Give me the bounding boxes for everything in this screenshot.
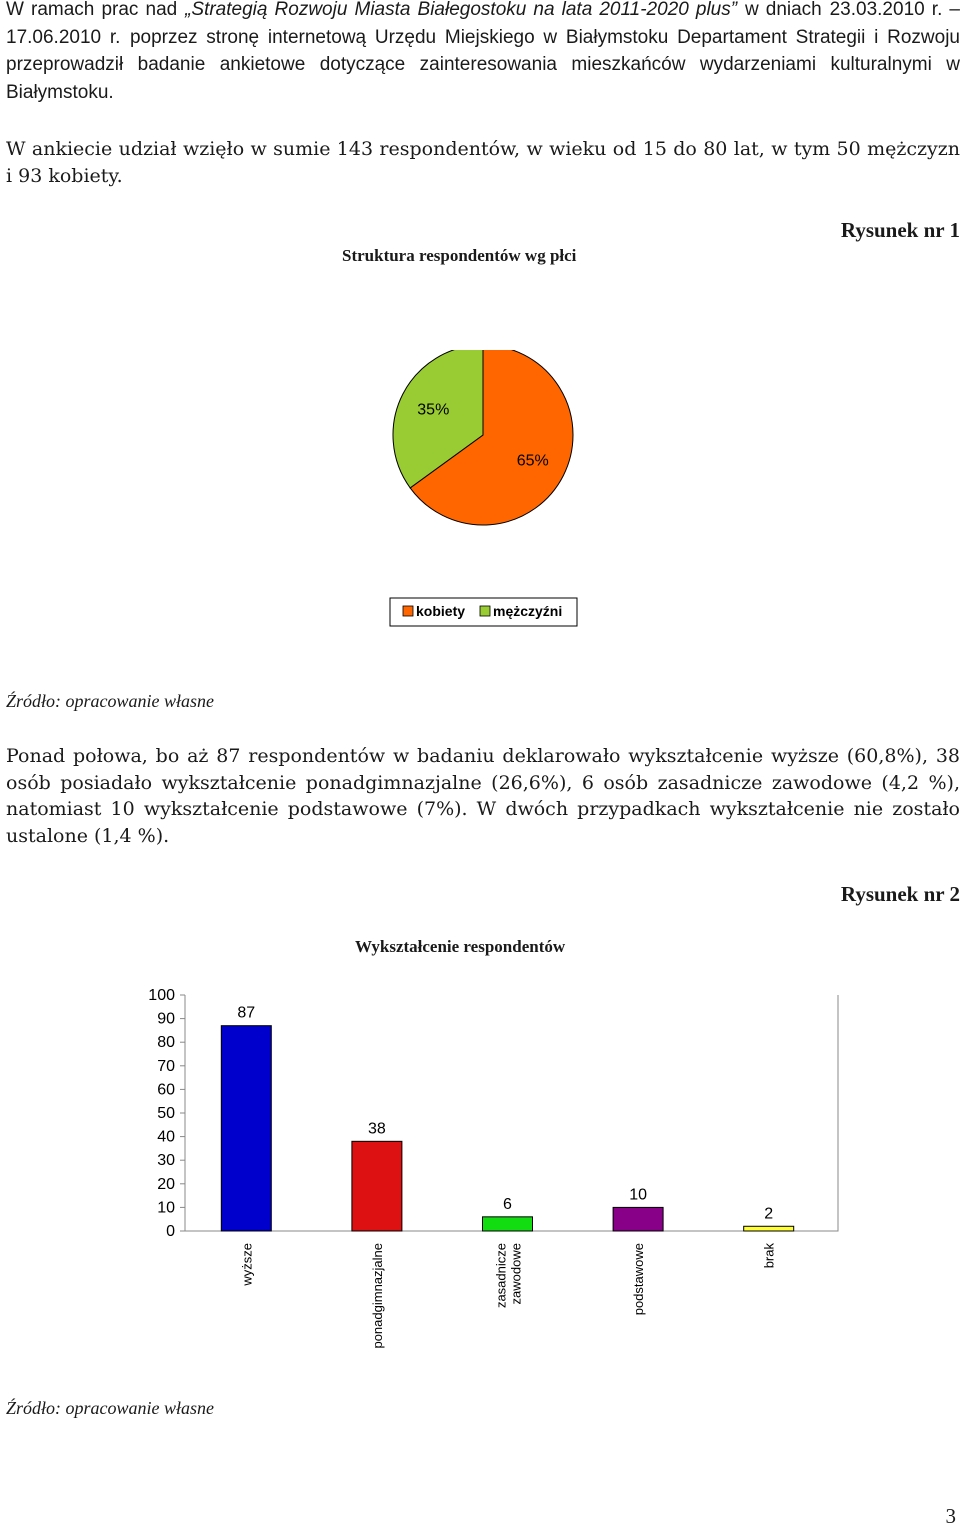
y-tick-label: 100 <box>148 987 175 1004</box>
gender-pie-chart <box>380 350 590 640</box>
bar-0 <box>221 1026 271 1231</box>
bar-value-label: 38 <box>368 1120 386 1138</box>
intro-rest: poprzez stronę internetową Urzędu Miejskiego w Białymstoku Departament Strategii i Rozwoju przeprowadził badanie ankietowe dotyczące zainteresowania mieszkańców wydarzeniami kulturalnymi w Białymstoku. <box>6 26 960 103</box>
bar-4 <box>744 1226 794 1231</box>
y-tick-label: 50 <box>157 1105 175 1122</box>
figure1-source: Źródło: opracowanie własne <box>6 691 215 711</box>
x-category-label: zasadniczezawodowe <box>493 1243 524 1309</box>
y-tick-label: 60 <box>157 1081 175 1099</box>
y-tick-label: 0 <box>166 1223 175 1240</box>
legend-label-kobiety: kobiety <box>416 603 466 619</box>
x-category-label: wyższe <box>239 1243 255 1286</box>
intro-in-days: w dniach <box>744 0 822 20</box>
bar-3 <box>613 1207 663 1231</box>
figure1-title: Struktura respondentów wg płci <box>342 246 577 265</box>
respondents-paragraph: W ankiecie udział wzięło w sumie 143 respondentów, w wieku od 15 do 80 lat, w tym 50 mężczyzn i 93 kobiety. <box>6 138 960 187</box>
bar-value-label: 6 <box>503 1195 512 1213</box>
y-tick-label: 90 <box>157 1010 175 1028</box>
y-tick-label: 40 <box>157 1128 175 1146</box>
pie-legend <box>390 598 577 626</box>
legend-swatch-mezczyzni <box>480 606 490 616</box>
legend-swatch-kobiety <box>403 606 413 616</box>
y-tick-label: 70 <box>157 1057 175 1075</box>
bar-value-label: 10 <box>629 1186 647 1204</box>
pie-label-1: 35% <box>417 401 450 419</box>
education-bar-chart <box>110 975 850 1365</box>
intro-paragraph <box>6 0 960 106</box>
pie-label-0: 65% <box>516 452 549 470</box>
figure2-label: Rysunek nr 2 <box>840 882 960 906</box>
y-tick-label: 30 <box>157 1152 175 1170</box>
legend-label-mezczyzni: mężczyźni <box>493 603 563 619</box>
education-paragraph: Ponad połowa, bo aż 87 respondentów w badaniu deklarowało wykształcenie wyższe (60,8%), 38 osób posiadało wykształcenie ponadgimnazjalne (26,6%), 6 osób zasadnicze zawodowe (4,2 %), natomiast 10 wykształcenie podstawowe (7%). W dwóch przypadkach wykształcenie nie zostało ustalone (1,4 %). <box>6 745 960 847</box>
y-tick-label: 20 <box>157 1175 175 1193</box>
y-tick-label: 10 <box>157 1199 175 1217</box>
x-category-label: ponadgimnazjalne <box>369 1243 385 1349</box>
intro-lead: W ramach prac nad <box>6 0 178 20</box>
bar-value-label: 2 <box>764 1205 774 1223</box>
page-number: 3 <box>945 1504 956 1528</box>
survey-dates: 23.03.2010 r. – 17.06.2010 r. <box>6 0 960 48</box>
x-category-label: brak <box>761 1243 777 1269</box>
bar-2 <box>483 1217 533 1231</box>
figure2-source: Źródło: opracowanie własne <box>6 1398 215 1418</box>
y-tick-label: 80 <box>157 1034 175 1052</box>
strategy-title: „Strategią Rozwoju Miasta Białegostoku na lata 2011-2020 plus” <box>185 0 738 20</box>
figure2-title: Wykształcenie respondentów <box>355 937 566 956</box>
bar-1 <box>352 1141 402 1231</box>
x-category-label: podstawowe <box>631 1243 647 1316</box>
figure1-label: Rysunek nr 1 <box>840 218 960 242</box>
bar-value-label: 87 <box>237 1004 256 1022</box>
